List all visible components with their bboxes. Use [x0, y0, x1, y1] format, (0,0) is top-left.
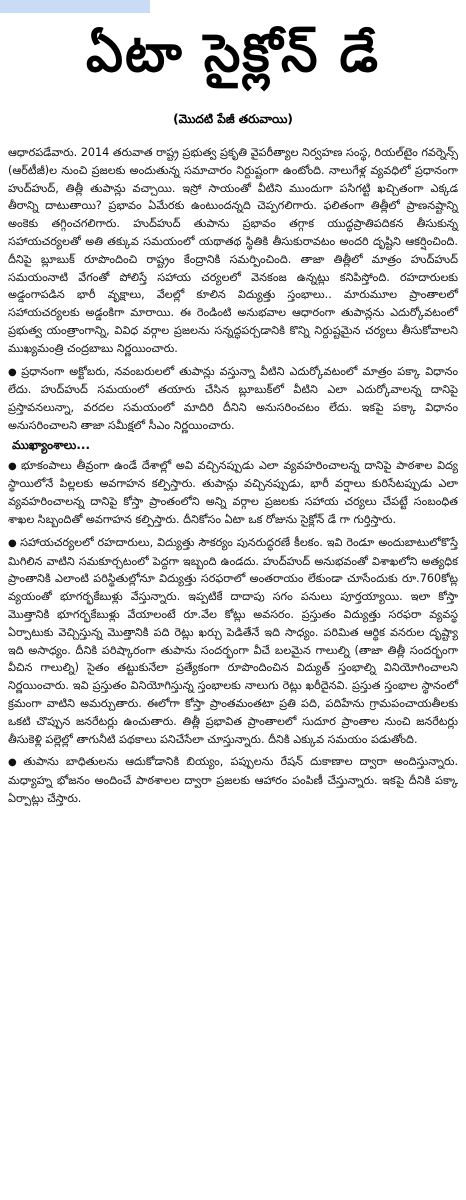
bullet-icon: ●	[8, 460, 18, 472]
bullet-icon: ●	[8, 757, 21, 769]
bullet-icon: ●	[8, 366, 19, 378]
headline: ఏటా సైక్లోన్ డే	[85, 24, 381, 84]
point-text: భూకంపాలు తీవ్రంగా ఉండే దేశాల్లో అవి వచ్చినప్పుడు ఎలా వ్యవహరించాలన్న దానిపై పాఠశాల విద్య స్థాయిలోనే పిల్లలకు అవగాహన కల్పిస్తారు. తుపాన్లు వచ్చినప్పుడు, భారీ వర్షాలు కురిసేటప్పుడు ఎలా వ్యవహరించాలన్న దానిపై కోస్తా ప్రాంతంలోని అన్ని వర్గాల ప్రజలకు సహాయ చర్యలు చేపట్టే సంబంధిత శాఖల సిబ్బందితో అవగాహన కల్పిస్తారు. దీనికోసం ఏటా ఒక రోజును సైక్లోన్ డే గా గుర్తిస్తారు.	[8, 458, 458, 526]
paragraph-text: ఆధారపడేవారు. 2014 తరువాత రాష్ట్ర ప్రభుత్వ ప్రకృతి వైపరీత్యాల నిర్వహణ సంస్థ, రియల్‌టైం గవర్నెన్స్ (ఆర్‌టీజీ)ల నుంచి ప్రజలకు అందుతున్న సమాచారం నిర్దుష్టంగా ఉంటోంది. నాలుగేళ్ల వ్యవధిలో ప్రధానంగా హుద్‌హుద్, తిత్లీ తుపాన్లు వచ్చాయి. ఇస్రో సాయంతో వీటిని ముందుగా పసిగట్టి ఖచ్చితంగా ఎక్కడ తీరాన్ని దాటుతాయి? ప్రభావం ఏమేరకు ఉంటుందన్నది చెప్పగలిగారు. ఫలితంగా తిత్లీలో ప్రాణనష్టాన్ని అంకెకు తగ్గించగలిగారు. హుద్‌హుద్ తుపాను ప్రభావం తగ్గాక యుద్ధప్రాతిపదికన తీసుకున్న సహాయచర్యలతో అతి తక్కువ సమయంలో యథాతథ స్థితికి తీసుకురావటం అందరి దృష్టిని ఆకర్షించింది. దీనిపై బ్లూబుక్ రూపొందించి రాష్ట్రం కేంద్రానికి సమర్పించింది. తాజా తిత్లీలో మాత్రం హుద్‌హుద్ సమయంనాటి వేగంతో పోలిస్తే సహాయ చర్యలలో వెనకంజ ఉన్నట్లు కనిపిస్తోంది. రహదారులకు అడ్డంగాపడిన భారీ వృక్షాలు, వేలల్లో కూలిన విద్యుత్తు స్తంభాలు.. మారుమూల ప్రాంతాలలో సహాయచర్యలకు అడ్డంకిగా మారాయి. ఈ రెండింటి అనుభవాల ఆధారంగా తుపాన్లను ఎదుర్కోవటంలో ప్రభుత్వ యంత్రాంగాన్ని, వివిధ వర్గాల ప్రజలను సన్నద్ధపర్చడానికి కొన్ని నిర్దుష్టమైన చర్యలు తీసుకోవాలని ముఖ్యమంత్రి చంద్రబాబు నిర్ణయించారు.	[8, 146, 458, 355]
paragraph-text: ప్రధానంగా అక్టోబరు, నవంబరులలో తుపాన్లు వస్తున్నా వీటిని ఎదుర్కోవటంలో మాత్రం పక్కా విధానం లేదు. హుద్‌హుద్ సమయంలో తయారు చేసిన బ్లూబుక్‌లో వీటిని ఎలా ఎదుర్కోవాలన్న దానిపై ప్రస్తావనలున్నా, వరదల సమయంలో మాదిరి దీనిని అనుసరించటం లేదు. ఇకపై పక్కా విధానం అనుసరించాలని తాజా సమీక్షలో సీఎం నిర్ణయించారు.	[8, 364, 458, 432]
continued-note: (మొదటి పేజీ తరువాయి)	[173, 112, 293, 126]
subheading: ముఖ్యాంశాలు...	[12, 437, 91, 452]
point-item	[8, 534, 458, 749]
point-text: తుపాను బాధితులను ఆదుకోడానికి బియ్యం, పప్పులను రేషన్ దుకాణాల ద్వారా అందిస్తున్నారు. మధ్యాహ్న భోజనం అందించే పాఠశాలల ద్వారా ప్రజలకు ఆహారం పంపిణీ చేస్తున్నారు. ఇకపై దీనికి పక్కా ఏర్పాట్లు చేస్తారు.	[8, 755, 459, 805]
point-item	[8, 753, 458, 807]
paragraph	[8, 363, 458, 435]
point-item	[8, 457, 458, 529]
bullet-icon: ●	[8, 537, 18, 549]
point-text: సహాయచర్యలలో రహదారులు, విద్యుత్తు సౌకర్యం పునరుద్ధరణే కీలకం. ఇవి రెండూ అందుబాటులోకొస్తే మిగిలిన వాటిని సమకూర్చటంలో పెద్దగా ఇబ్బంది ఉండదు. హుద్‌హుద్ అనుభవంతో విశాఖలోని అత్యధిక ప్రాంతానికి ఎలాంటి పరిస్థితుల్లోనూ విద్యుత్తు సరఫరాలో అంతరాయం లేకుండా చూసేందుకు రూ.760కోట్ల వ్యయంతో భూగర్భకేబుళ్లు వేస్తున్నారు. ఇప్పటికే దాదాపు సగం పనులు పూర్తయ్యాయి. ఇలా కోస్తా మొత్తానికి భూగర్భకేబుళ్లు వేయాలంటే రూ.వేల కోట్లు అవసరం. ప్రస్తుతం విద్యుత్తు సరఫరా వ్యవస్థ ఏర్పాటుకు వెచ్చిస్తున్న మొత్తానికి పది రెట్లు ఖర్చు పెడితేనే ఇది సాధ్యం. పరిమిత ఆర్థిక వనరుల దృష్ట్యా ఇది అసాధ్యం. దీనికి పరిష్కారంగా తుపాను సందర్భంగా వీచే బలమైన గాలుల్ని (తాజా తిత్లీ సందర్భంగా వీచిన గాలుల్ని) సైతం తట్టుకునేలా ప్రత్యేకంగా రూపొందించిన విద్యుత్ స్తంభాల్ని వినియోగించాలని నిర్ణయించారు. ఇవి ప్రస్తుతం వినియోగిస్తున్న స్తంభాలకు నాలుగు రెట్లు ఖరీదైనవి. ప్రస్తుత స్తంభాల స్థానంలో క్రమంగా వాటిని అమర్చుతారు. ఈలోగా కోస్తా ప్రాంతమంతటా ప్రతి పది, పదిహేను గ్రామపంచాయతీలకు ఒకటి చొప్పున జనరేటర్లు ఉంచుతారు. తిత్లీ ప్రభావిత ప్రాంతాలలో సుదూర ప్రాంతాల నుంచి జనరేటర్లు తీసుకెళ్లి పల్లెల్లో తాగునీటి పథకాలు పనిచేసేలా చూస్తున్నారు. దీనికి ఎక్కువ సమయం పడుతోంది.	[8, 535, 458, 746]
article-body	[8, 144, 458, 808]
paragraph	[8, 144, 458, 358]
